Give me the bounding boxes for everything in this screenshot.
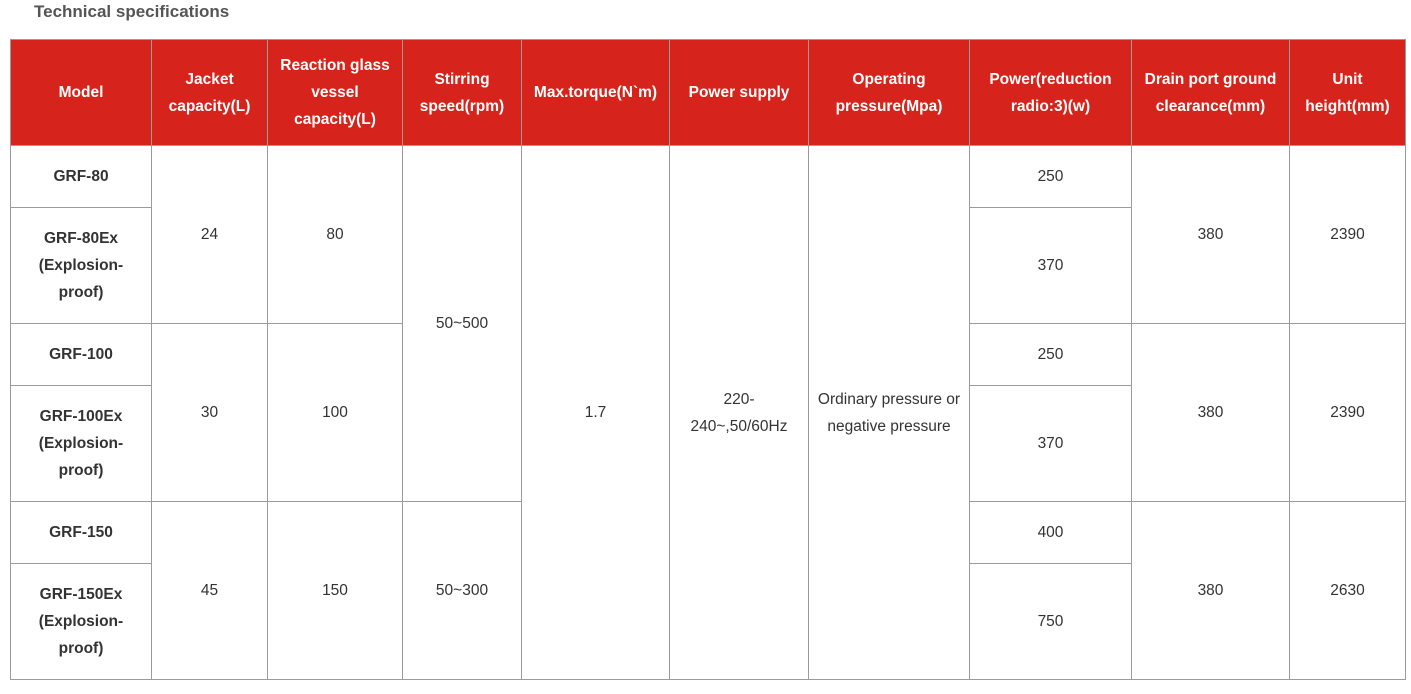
col-header-model: Model — [11, 40, 152, 146]
col-header-power: Power(reduction radio:3)(w) — [970, 40, 1132, 146]
power-supply-cell: 220-240~,50/60Hz — [670, 146, 809, 680]
jacket-cell: 30 — [152, 324, 268, 502]
stirring-cell: 50~300 — [403, 502, 522, 680]
model-cell: GRF-80 — [11, 146, 152, 208]
model-cell: GRF-100 — [11, 324, 152, 386]
col-header-vessel: Reaction glass vessel capacity(L) — [268, 40, 403, 146]
col-header-power-supply: Power supply — [670, 40, 809, 146]
vessel-cell: 100 — [268, 324, 403, 502]
col-header-stirring: Stirring speed(rpm) — [403, 40, 522, 146]
model-cell: GRF-150Ex (Explosion-proof) — [11, 564, 152, 680]
power-cell: 750 — [970, 564, 1132, 680]
power-cell: 370 — [970, 208, 1132, 324]
model-cell: GRF-150 — [11, 502, 152, 564]
drain-cell: 380 — [1132, 146, 1290, 324]
col-header-jacket: Jacket capacity(L) — [152, 40, 268, 146]
col-header-height: Unit height(mm) — [1290, 40, 1406, 146]
vessel-cell: 80 — [268, 146, 403, 324]
drain-cell: 380 — [1132, 324, 1290, 502]
torque-cell: 1.7 — [522, 146, 670, 680]
height-cell: 2390 — [1290, 146, 1406, 324]
col-header-pressure: Operating pressure(Mpa) — [809, 40, 970, 146]
drain-cell: 380 — [1132, 502, 1290, 680]
power-cell: 370 — [970, 386, 1132, 502]
col-header-torque: Max.torque(N`m) — [522, 40, 670, 146]
table-row — [11, 146, 1406, 208]
page-title: Technical specifications — [34, 2, 230, 21]
vessel-cell: 150 — [268, 502, 403, 680]
model-cell: GRF-80Ex (Explosion-proof) — [11, 208, 152, 324]
power-cell: 400 — [970, 502, 1132, 564]
power-cell: 250 — [970, 146, 1132, 208]
model-cell: GRF-100Ex (Explosion-proof) — [11, 386, 152, 502]
col-header-drain: Drain port ground clearance(mm) — [1132, 40, 1290, 146]
pressure-cell: Ordinary pressure or negative pressure — [809, 146, 970, 680]
header-row — [11, 40, 1406, 146]
height-cell: 2390 — [1290, 324, 1406, 502]
jacket-cell: 24 — [152, 146, 268, 324]
power-cell: 250 — [970, 324, 1132, 386]
spec-table — [10, 39, 1406, 680]
jacket-cell: 45 — [152, 502, 268, 680]
height-cell: 2630 — [1290, 502, 1406, 680]
stirring-cell: 50~500 — [403, 146, 522, 502]
